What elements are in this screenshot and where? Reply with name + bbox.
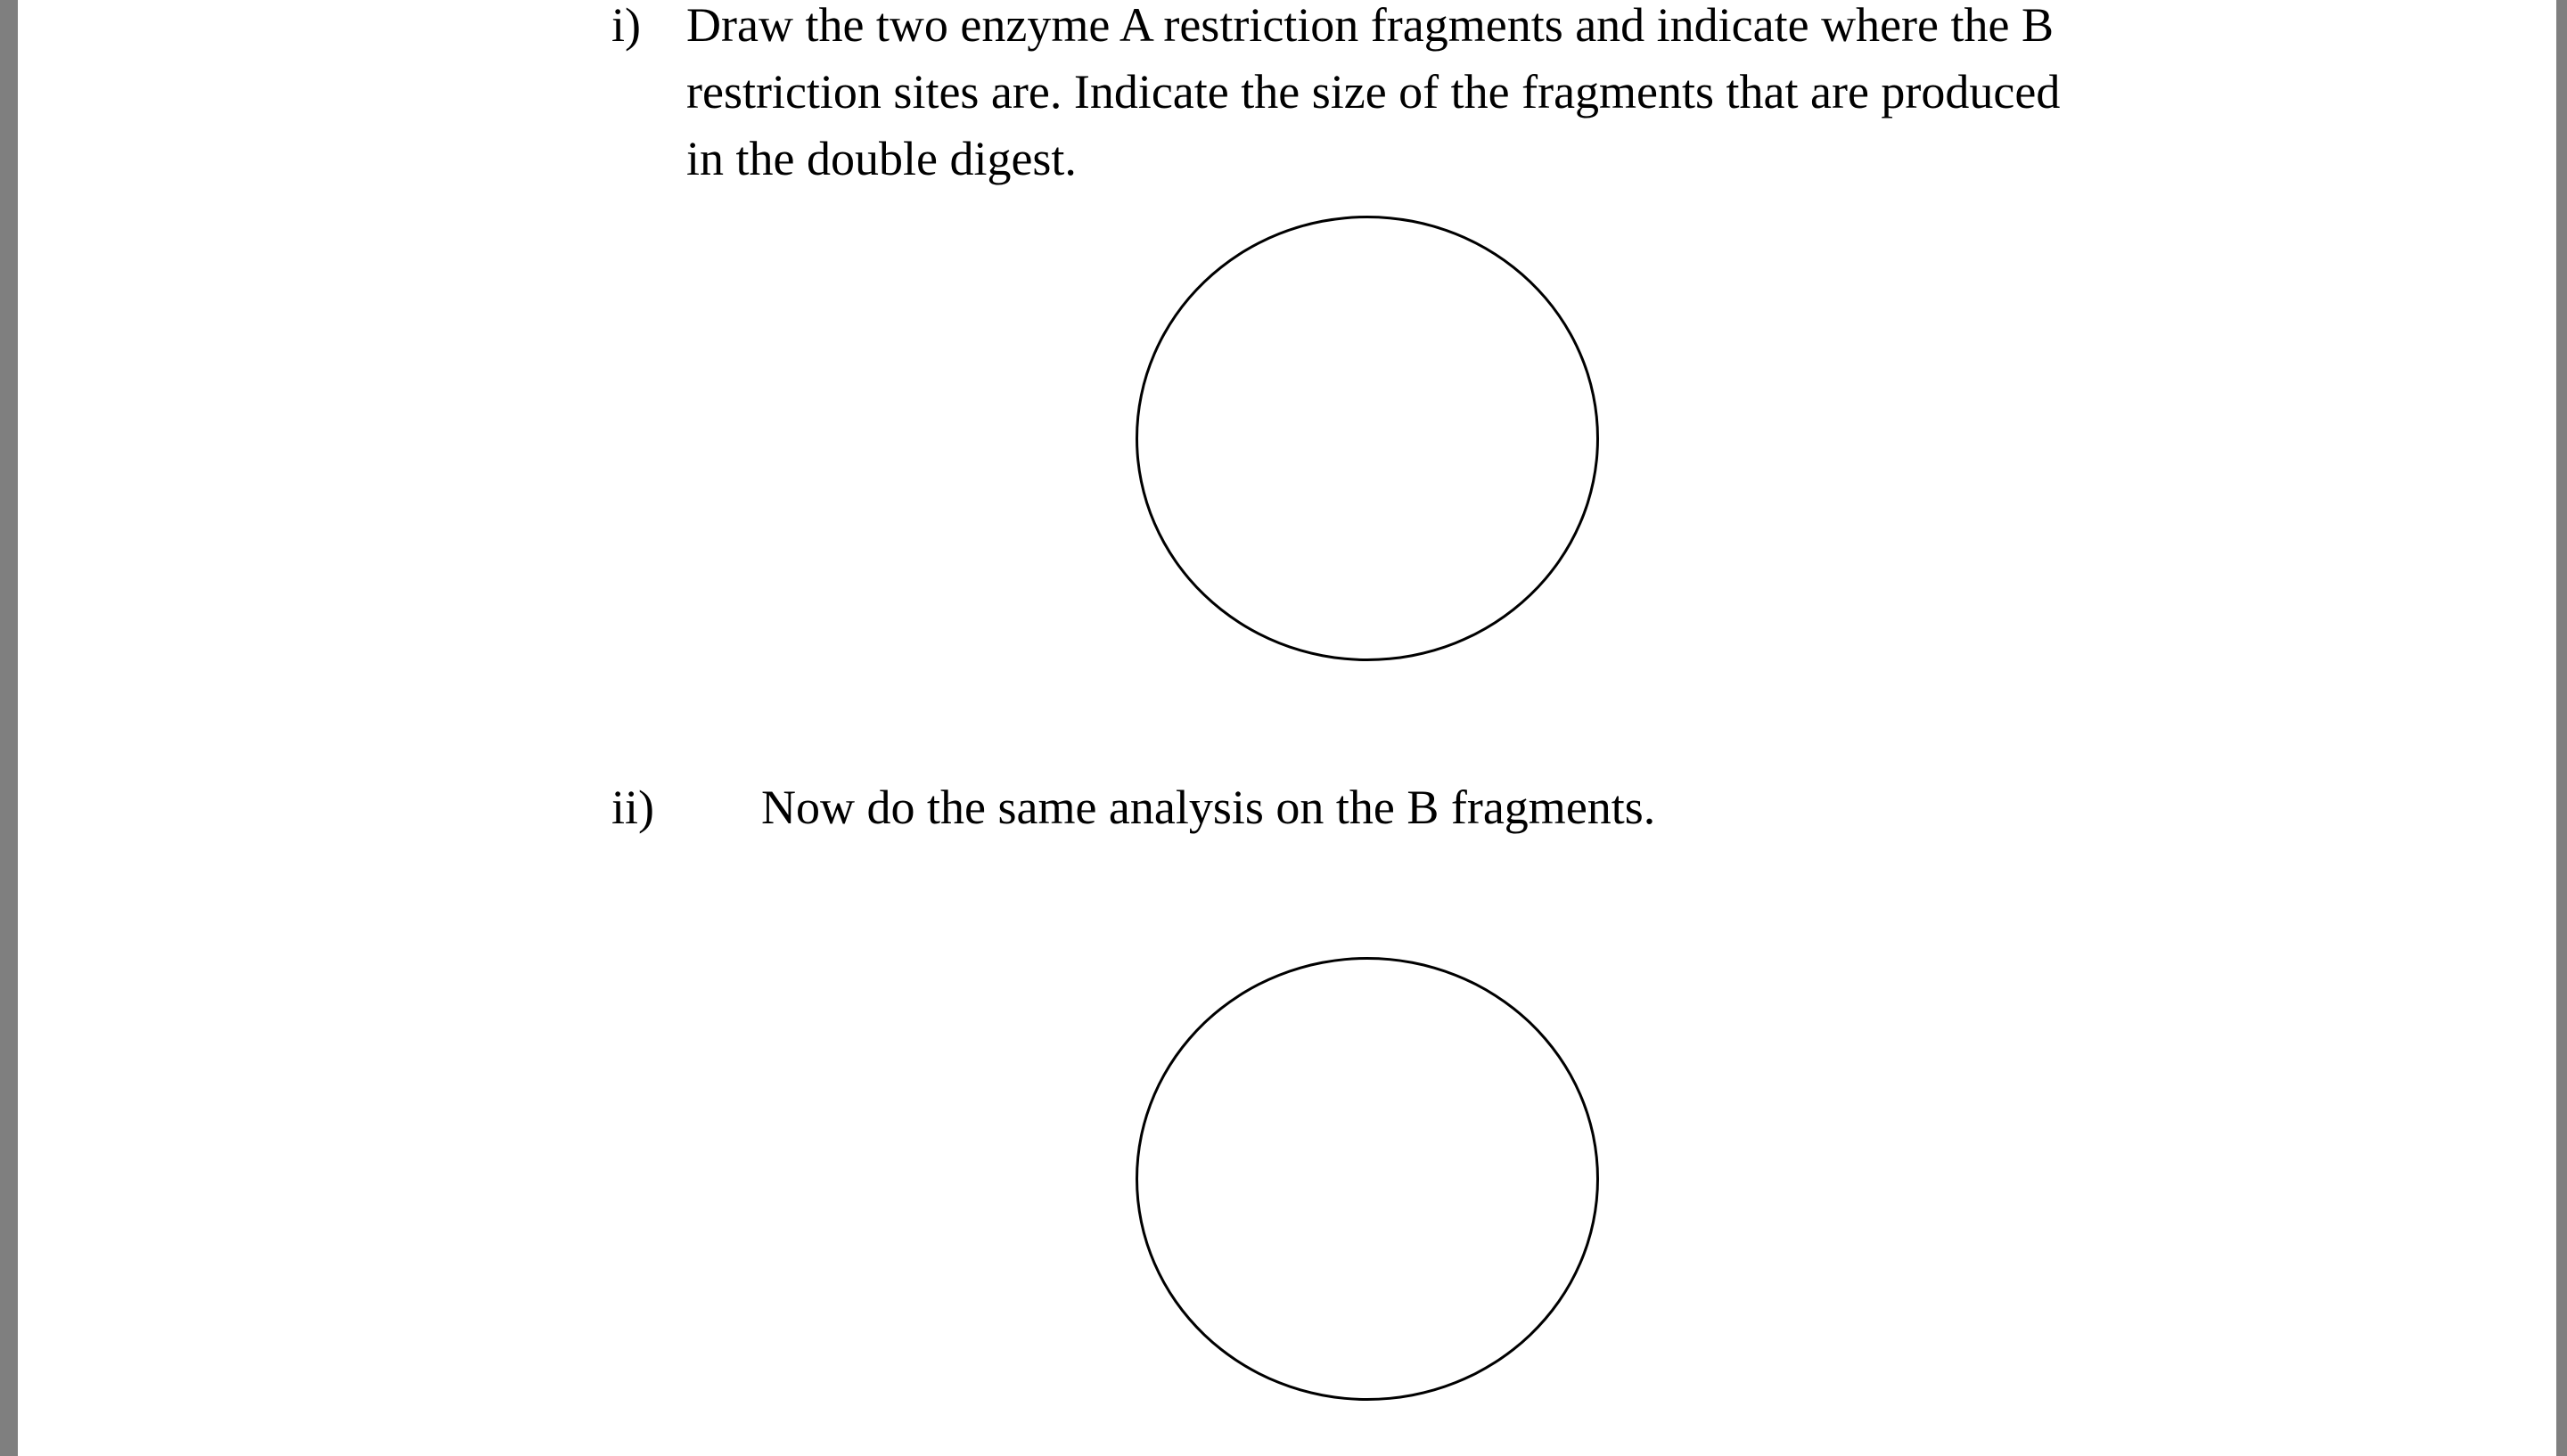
answer-circle-ii [1136,957,1599,1401]
answer-circle-i [1136,216,1599,661]
left-page-margin [0,0,18,1456]
right-page-margin [2556,0,2567,1456]
document-page [18,0,2556,1456]
question-ii-label: ii) [611,781,654,834]
question-ii-text: Now do the same analysis on the B fragments. [761,781,1656,834]
question-i-label: i) [611,0,641,52]
question-i-line-1: Draw the two enzyme A restriction fragments and indicate where the B [686,0,2054,52]
question-i-line-3: in the double digest. [686,132,1077,185]
question-i-line-2: restriction sites are. Indicate the size of the fragments that are produced [686,65,2061,119]
